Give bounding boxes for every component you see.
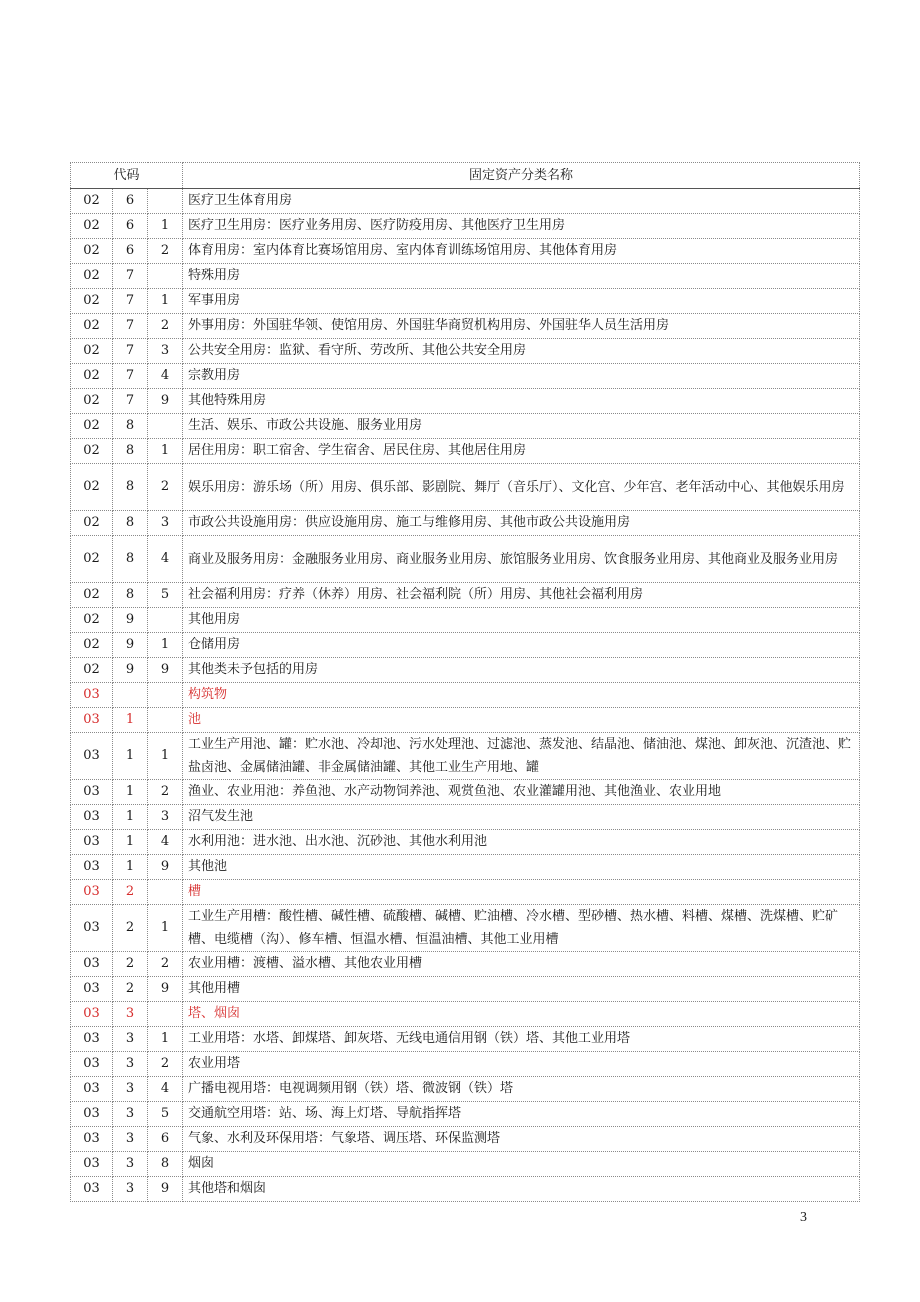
category-name: 池	[183, 708, 860, 733]
category-name: 工业用塔：水塔、卸煤塔、卸灰塔、无线电通信用钢（铁）塔、其他工业用塔	[183, 1027, 860, 1052]
category-name: 其他用槽	[183, 977, 860, 1002]
code-level-1: 03	[71, 905, 113, 952]
code-level-1: 03	[71, 1102, 113, 1127]
code-level-3: 3	[148, 511, 183, 536]
code-level-2: 8	[113, 511, 148, 536]
table-row	[71, 536, 860, 583]
code-level-1: 02	[71, 439, 113, 464]
table-body	[71, 163, 860, 1202]
table-row	[71, 464, 860, 511]
table-row	[71, 511, 860, 536]
code-level-2: 6	[113, 239, 148, 264]
code-level-2: 7	[113, 314, 148, 339]
code-level-1: 02	[71, 536, 113, 583]
code-level-1: 03	[71, 855, 113, 880]
code-level-1: 02	[71, 464, 113, 511]
table-header-row	[71, 163, 860, 189]
code-level-2: 8	[113, 536, 148, 583]
table-row	[71, 439, 860, 464]
code-level-1: 02	[71, 264, 113, 289]
code-level-3	[148, 880, 183, 905]
code-level-1: 02	[71, 608, 113, 633]
code-level-3: 1	[148, 905, 183, 952]
code-level-3	[148, 414, 183, 439]
code-level-3: 4	[148, 830, 183, 855]
table-row	[71, 389, 860, 414]
category-name: 特殊用房	[183, 264, 860, 289]
code-level-1: 02	[71, 314, 113, 339]
category-name: 气象、水利及环保用塔：气象塔、调压塔、环保监测塔	[183, 1127, 860, 1152]
code-level-3: 4	[148, 1077, 183, 1102]
code-level-3	[148, 608, 183, 633]
category-name: 居住用房：职工宿舍、学生宿舍、居民住房、其他居住用房	[183, 439, 860, 464]
code-level-2: 3	[113, 1102, 148, 1127]
code-level-1: 02	[71, 214, 113, 239]
category-name: 医疗卫生体育用房	[183, 189, 860, 214]
code-level-2: 3	[113, 1052, 148, 1077]
code-level-2: 3	[113, 1152, 148, 1177]
code-level-3	[148, 683, 183, 708]
code-level-1: 03	[71, 805, 113, 830]
code-level-2: 9	[113, 658, 148, 683]
code-level-2: 8	[113, 583, 148, 608]
code-level-3: 2	[148, 780, 183, 805]
code-level-2: 7	[113, 264, 148, 289]
category-name: 体育用房：室内体育比赛场馆用房、室内体育训练场馆用房、其他体育用房	[183, 239, 860, 264]
code-level-3: 9	[148, 855, 183, 880]
table-row	[71, 314, 860, 339]
code-level-1: 02	[71, 239, 113, 264]
table-row	[71, 1102, 860, 1127]
category-name: 构筑物	[183, 683, 860, 708]
code-level-3: 5	[148, 583, 183, 608]
table-row	[71, 189, 860, 214]
category-name: 娱乐用房：游乐场（所）用房、俱乐部、影剧院、舞厅（音乐厅）、文化宫、少年宫、老年活动中心、其他娱乐用房	[183, 464, 860, 511]
code-level-1: 03	[71, 1052, 113, 1077]
table-row	[71, 905, 860, 952]
code-level-3: 5	[148, 1102, 183, 1127]
code-level-1: 02	[71, 189, 113, 214]
code-level-1: 03	[71, 880, 113, 905]
code-level-2: 7	[113, 339, 148, 364]
table-row	[71, 733, 860, 780]
header-name: 固定资产分类名称	[183, 163, 860, 189]
table-row	[71, 708, 860, 733]
code-level-1: 03	[71, 830, 113, 855]
code-level-2: 3	[113, 1177, 148, 1202]
code-level-2: 8	[113, 464, 148, 511]
code-level-3: 9	[148, 658, 183, 683]
code-level-2: 1	[113, 855, 148, 880]
code-level-3: 1	[148, 214, 183, 239]
code-level-3	[148, 1002, 183, 1027]
table-row	[71, 880, 860, 905]
category-name: 其他塔和烟囱	[183, 1177, 860, 1202]
code-level-2: 6	[113, 189, 148, 214]
code-level-2	[113, 683, 148, 708]
code-level-1: 03	[71, 1152, 113, 1177]
code-level-1: 02	[71, 389, 113, 414]
code-level-1: 03	[71, 1027, 113, 1052]
code-level-3: 9	[148, 1177, 183, 1202]
code-level-3: 1	[148, 633, 183, 658]
category-name: 医疗卫生用房：医疗业务用房、医疗防疫用房、其他医疗卫生用房	[183, 214, 860, 239]
code-level-1: 03	[71, 977, 113, 1002]
header-code: 代码	[71, 163, 183, 189]
code-level-1: 02	[71, 633, 113, 658]
category-name: 公共安全用房：监狱、看守所、劳改所、其他公共安全用房	[183, 339, 860, 364]
category-name: 市政公共设施用房：供应设施用房、施工与维修用房、其他市政公共设施用房	[183, 511, 860, 536]
table-row	[71, 1127, 860, 1152]
code-level-1: 03	[71, 952, 113, 977]
code-level-1: 03	[71, 780, 113, 805]
category-name: 交通航空用塔：站、场、海上灯塔、导航指挥塔	[183, 1102, 860, 1127]
category-name: 农业用槽：渡槽、溢水槽、其他农业用槽	[183, 952, 860, 977]
code-level-2: 2	[113, 977, 148, 1002]
code-level-1: 03	[71, 708, 113, 733]
code-level-3: 1	[148, 289, 183, 314]
category-name: 仓储用房	[183, 633, 860, 658]
table-row	[71, 364, 860, 389]
table-row	[71, 1002, 860, 1027]
code-level-1: 02	[71, 339, 113, 364]
category-name: 渔业、农业用池：养鱼池、水产动物饲养池、观赏鱼池、农业灌罐用池、其他渔业、农业用地	[183, 780, 860, 805]
table-row	[71, 239, 860, 264]
code-level-2: 9	[113, 633, 148, 658]
category-name: 其他特殊用房	[183, 389, 860, 414]
code-level-3: 2	[148, 952, 183, 977]
table-row	[71, 339, 860, 364]
category-name: 社会福利用房：疗养（休养）用房、社会福利院（所）用房、其他社会福利用房	[183, 583, 860, 608]
code-level-1: 03	[71, 683, 113, 708]
code-level-2: 3	[113, 1027, 148, 1052]
table-row	[71, 683, 860, 708]
code-level-3: 2	[148, 1052, 183, 1077]
category-name: 其他类未予包括的用房	[183, 658, 860, 683]
table-row	[71, 414, 860, 439]
code-level-2: 6	[113, 214, 148, 239]
code-level-1: 02	[71, 364, 113, 389]
table-row	[71, 1177, 860, 1202]
code-level-1: 03	[71, 1002, 113, 1027]
code-level-3: 9	[148, 389, 183, 414]
category-name: 宗教用房	[183, 364, 860, 389]
code-level-1: 02	[71, 511, 113, 536]
code-level-3	[148, 708, 183, 733]
code-level-1: 02	[71, 583, 113, 608]
table-row	[71, 1027, 860, 1052]
table-row	[71, 264, 860, 289]
code-level-3: 8	[148, 1152, 183, 1177]
table-row	[71, 289, 860, 314]
category-name: 生活、娱乐、市政公共设施、服务业用房	[183, 414, 860, 439]
code-level-2: 3	[113, 1127, 148, 1152]
table-row	[71, 830, 860, 855]
code-level-2: 1	[113, 733, 148, 780]
code-level-3: 1	[148, 733, 183, 780]
category-name: 广播电视用塔：电视调频用钢（铁）塔、微波钢（铁）塔	[183, 1077, 860, 1102]
code-level-3: 3	[148, 805, 183, 830]
table-row	[71, 1052, 860, 1077]
code-level-1: 03	[71, 1077, 113, 1102]
table-row	[71, 952, 860, 977]
table-row	[71, 633, 860, 658]
code-level-2: 2	[113, 880, 148, 905]
code-level-3: 1	[148, 1027, 183, 1052]
code-level-3: 2	[148, 314, 183, 339]
category-name: 农业用塔	[183, 1052, 860, 1077]
code-level-2: 7	[113, 289, 148, 314]
code-level-2: 1	[113, 805, 148, 830]
code-level-1: 03	[71, 1127, 113, 1152]
table-row	[71, 805, 860, 830]
asset-classification-table	[70, 162, 860, 1202]
table-row	[71, 780, 860, 805]
code-level-1: 02	[71, 289, 113, 314]
table-row	[71, 855, 860, 880]
category-name: 槽	[183, 880, 860, 905]
code-level-2: 1	[113, 830, 148, 855]
code-level-2: 7	[113, 364, 148, 389]
code-level-3: 4	[148, 364, 183, 389]
code-level-1: 02	[71, 414, 113, 439]
category-name: 烟囱	[183, 1152, 860, 1177]
code-level-2: 3	[113, 1077, 148, 1102]
page-number: 3	[800, 1210, 807, 1225]
code-level-3: 2	[148, 464, 183, 511]
code-level-2: 3	[113, 1002, 148, 1027]
category-name: 沼气发生池	[183, 805, 860, 830]
code-level-1: 03	[71, 733, 113, 780]
code-level-3	[148, 264, 183, 289]
table-row	[71, 977, 860, 1002]
code-level-2: 7	[113, 389, 148, 414]
code-level-3: 4	[148, 536, 183, 583]
code-level-3: 1	[148, 439, 183, 464]
category-name: 外事用房：外国驻华领、使馆用房、外国驻华商贸机构用房、外国驻华人员生活用房	[183, 314, 860, 339]
table-row	[71, 658, 860, 683]
code-level-3	[148, 189, 183, 214]
category-name: 其他池	[183, 855, 860, 880]
category-name: 其他用房	[183, 608, 860, 633]
category-name: 水利用池：进水池、出水池、沉砂池、其他水利用池	[183, 830, 860, 855]
table-row	[71, 608, 860, 633]
category-name: 商业及服务用房：金融服务业用房、商业服务业用房、旅馆服务业用房、饮食服务业用房、其他商业及服务业用房	[183, 536, 860, 583]
code-level-2: 1	[113, 780, 148, 805]
code-level-3: 2	[148, 239, 183, 264]
table-row	[71, 214, 860, 239]
code-level-1: 03	[71, 1177, 113, 1202]
table-row	[71, 1152, 860, 1177]
code-level-3: 9	[148, 977, 183, 1002]
table-row	[71, 1077, 860, 1102]
category-name: 工业生产用池、罐：贮水池、冷却池、污水处理池、过滤池、蒸发池、结晶池、储油池、煤池、卸灰池、沉渣池、贮盐卤池、金属储油罐、非金属储油罐、其他工业生产用地、罐	[183, 733, 860, 780]
category-name: 塔、烟囱	[183, 1002, 860, 1027]
code-level-2: 2	[113, 905, 148, 952]
code-level-2: 9	[113, 608, 148, 633]
code-level-2: 1	[113, 708, 148, 733]
category-name: 军事用房	[183, 289, 860, 314]
code-level-2: 8	[113, 439, 148, 464]
category-name: 工业生产用槽：酸性槽、碱性槽、硫酸槽、碱槽、贮油槽、冷水槽、型砂槽、热水槽、料槽、煤槽、洗煤槽、贮矿槽、电缆槽（沟）、修车槽、恒温水槽、恒温油槽、其他工业用槽	[183, 905, 860, 952]
code-level-2: 2	[113, 952, 148, 977]
table-row	[71, 583, 860, 608]
code-level-3: 6	[148, 1127, 183, 1152]
code-level-2: 8	[113, 414, 148, 439]
code-level-1: 02	[71, 658, 113, 683]
code-level-3: 3	[148, 339, 183, 364]
